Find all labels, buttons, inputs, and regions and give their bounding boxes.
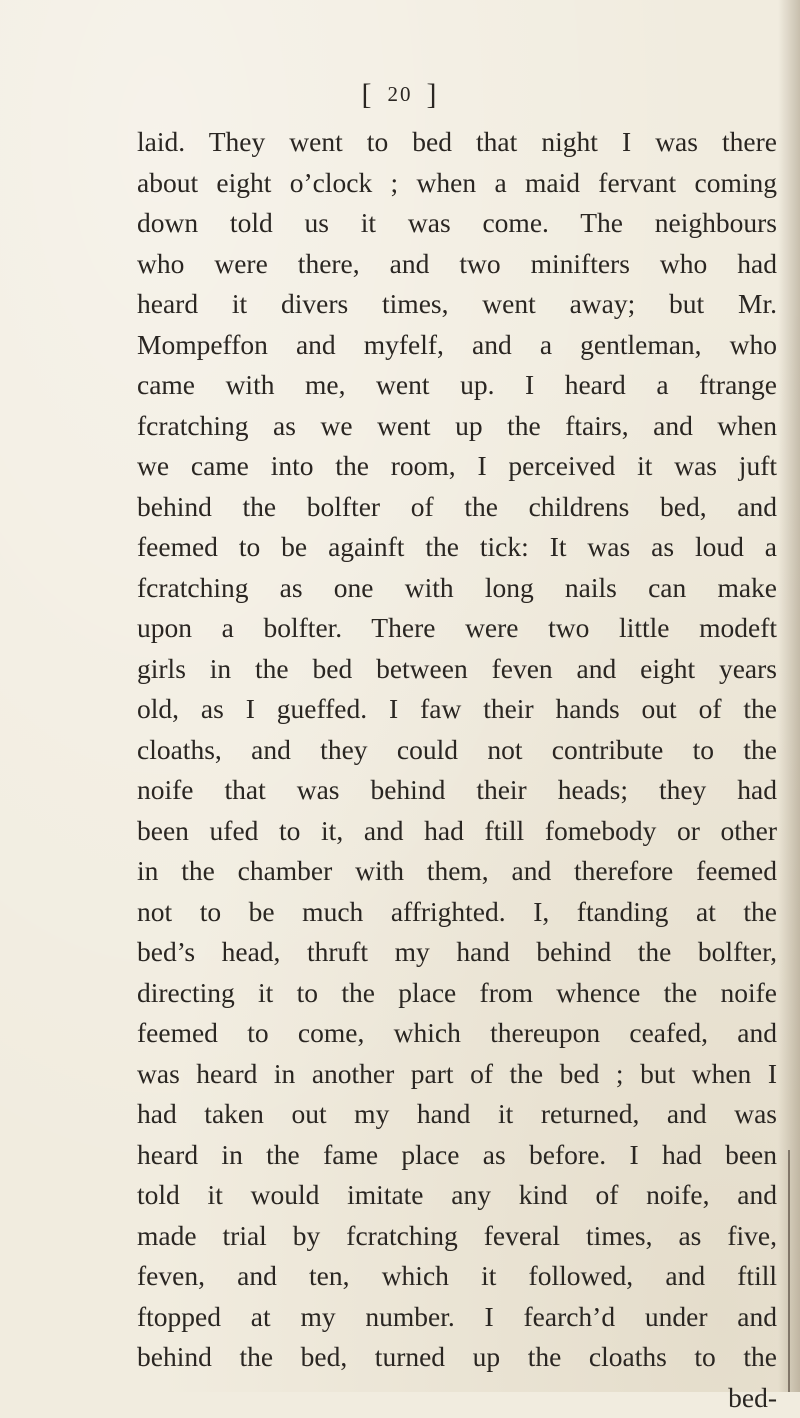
text-line: was heard in another part of the bed ; but when I <box>137 1054 777 1095</box>
text-line: girls in the bed between feven and eight years <box>137 649 777 690</box>
text-line: behind the bed, turned up the cloaths to the <box>137 1337 777 1378</box>
text-line: told it would imitate any kind of noife, and <box>137 1175 777 1216</box>
text-line: been ufed to it, and had ftill fomebody or other <box>137 811 777 852</box>
page-edge-line <box>788 1150 790 1392</box>
page-number: 20 <box>388 82 413 106</box>
close-bracket: ] <box>427 78 439 111</box>
text-line: laid. They went to bed that night I was there <box>137 122 777 163</box>
text-line: bed’s head, thruft my hand behind the bolfter, <box>137 932 777 973</box>
text-line: heard in the fame place as before. I had been <box>137 1135 777 1176</box>
text-line: about eight o’clock ; when a maid fervant coming <box>137 163 777 204</box>
text-line: behind the bolfter of the childrens bed, and <box>137 487 777 528</box>
text-line: old, as I gueffed. I faw their hands out of the <box>137 689 777 730</box>
body-text <box>137 122 777 1418</box>
text-line: directing it to the place from whence the noife <box>137 973 777 1014</box>
text-line: cloaths, and they could not contribute to the <box>137 730 777 771</box>
text-line: fcratching as one with long nails can make <box>137 568 777 609</box>
text-line: heard it divers times, went away; but Mr. <box>137 284 777 325</box>
text-line: feven, and ten, which it followed, and ftill <box>137 1256 777 1297</box>
text-line: down told us it was come. The neighbours <box>137 203 777 244</box>
text-line: who were there, and two minifters who had <box>137 244 777 285</box>
text-line: feemed to come, which thereupon ceafed, and <box>137 1013 777 1054</box>
text-line: ftopped at my number. I fearch’d under and <box>137 1297 777 1338</box>
text-line: Mompeffon and myfelf, and a gentleman, who <box>137 325 777 366</box>
text-line: we came into the room, I perceived it was juft <box>137 446 777 487</box>
text-line: had taken out my hand it returned, and was <box>137 1094 777 1135</box>
text-line: not to be much affrighted. I, ftanding at the <box>137 892 777 933</box>
text-line: fcratching as we went up the ftairs, and when <box>137 406 777 447</box>
text-line: noife that was behind their heads; they had <box>137 770 777 811</box>
text-line: came with me, went up. I heard a ftrange <box>137 365 777 406</box>
text-line: in the chamber with them, and therefore feemed <box>137 851 777 892</box>
page-header <box>0 78 800 112</box>
open-bracket: [ <box>362 78 374 111</box>
text-line: made trial by fcratching feveral times, as five, <box>137 1216 777 1257</box>
catchword: bed- <box>137 1378 777 1418</box>
text-line: upon a bolfter. There were two little modeft <box>137 608 777 649</box>
text-line: feemed to be againft the tick: It was as loud a <box>137 527 777 568</box>
